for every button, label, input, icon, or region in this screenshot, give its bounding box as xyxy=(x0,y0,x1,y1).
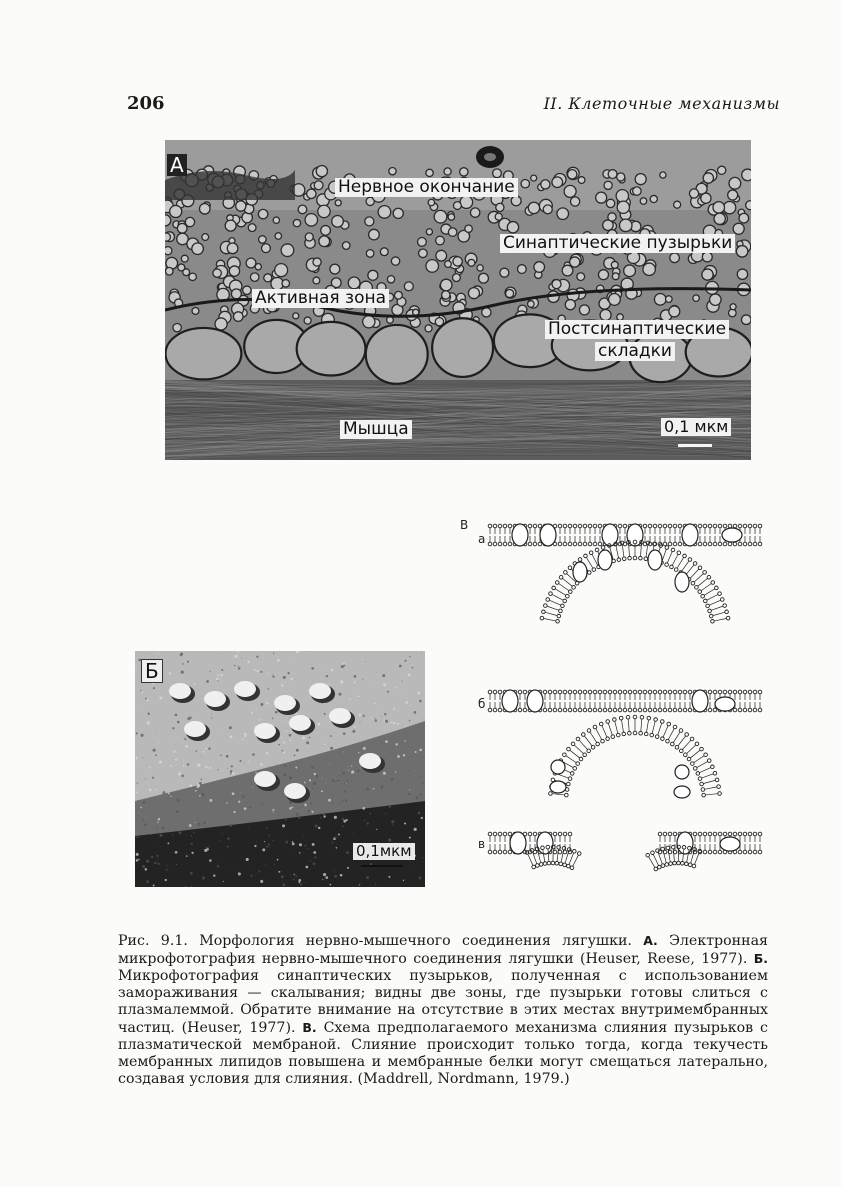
label-postsynaptic-folds-1: Постсинаптические xyxy=(545,320,729,339)
scale-bar-a xyxy=(678,444,712,447)
caption-lead: Рис. 9.1. Морфология нервно-мышечного соединения лягушки. xyxy=(118,933,632,949)
scale-label-a: 0,1 мкм xyxy=(661,418,731,436)
stage-label-b: б xyxy=(478,697,486,711)
caption-text-a: Электронная микрофотография нервно-мышечного соединения лягушки (Heuser, Reese, 1977). xyxy=(118,933,768,967)
stage-label-c: в xyxy=(478,837,486,851)
label-muscle: Мышца xyxy=(340,420,412,439)
caption-text-b: Микрофотография синаптических пузырьков, полученная с использованием замораживания — скалывания; видны две зоны, где пузырьки готовы слиться с плазмалеммой. Обратите внимание на отсутствие в этих местах внутримембранных частиц. (Heuser, 1977). xyxy=(118,968,768,1036)
micrograph-b xyxy=(135,651,425,887)
label-synaptic-vesicles: Синаптические пузырьки xyxy=(500,234,735,253)
caption-mark-b: Б. xyxy=(753,951,769,966)
label-postsynaptic-folds-2: складки xyxy=(595,342,675,361)
fusion-schema xyxy=(460,512,770,912)
panel-letter-a: А xyxy=(167,154,187,176)
label-nerve-ending: Нервное окончание xyxy=(335,178,518,197)
fusion-schema-drawing xyxy=(460,512,770,912)
caption-text-c: Схема предполагаемого механизма слияния пузырьков с плазматической мембраной. Слияние происходит только тогда, когда текучесть мембранных липидов повышена и мембранные белки могут смещаться латерально, создавая условия для слияния. (Maddrell, Nordmann, 1979.) xyxy=(118,1020,768,1087)
stage-label-a: а xyxy=(478,532,486,546)
caption-mark-c: В. xyxy=(302,1020,317,1035)
caption-mark-a: А. xyxy=(643,933,658,948)
page-number: 206 xyxy=(127,93,165,114)
figure-caption xyxy=(118,932,768,1088)
micrograph-a xyxy=(165,140,751,460)
scale-bar-b xyxy=(361,865,403,867)
panel-letter-b: Б xyxy=(141,659,163,683)
panel-letter-c: В xyxy=(460,518,469,532)
running-head: II. Клеточные механизмы xyxy=(543,94,780,113)
scale-label-b: 0,1мкм xyxy=(353,843,415,860)
label-active-zone: Активная зона xyxy=(252,289,389,308)
